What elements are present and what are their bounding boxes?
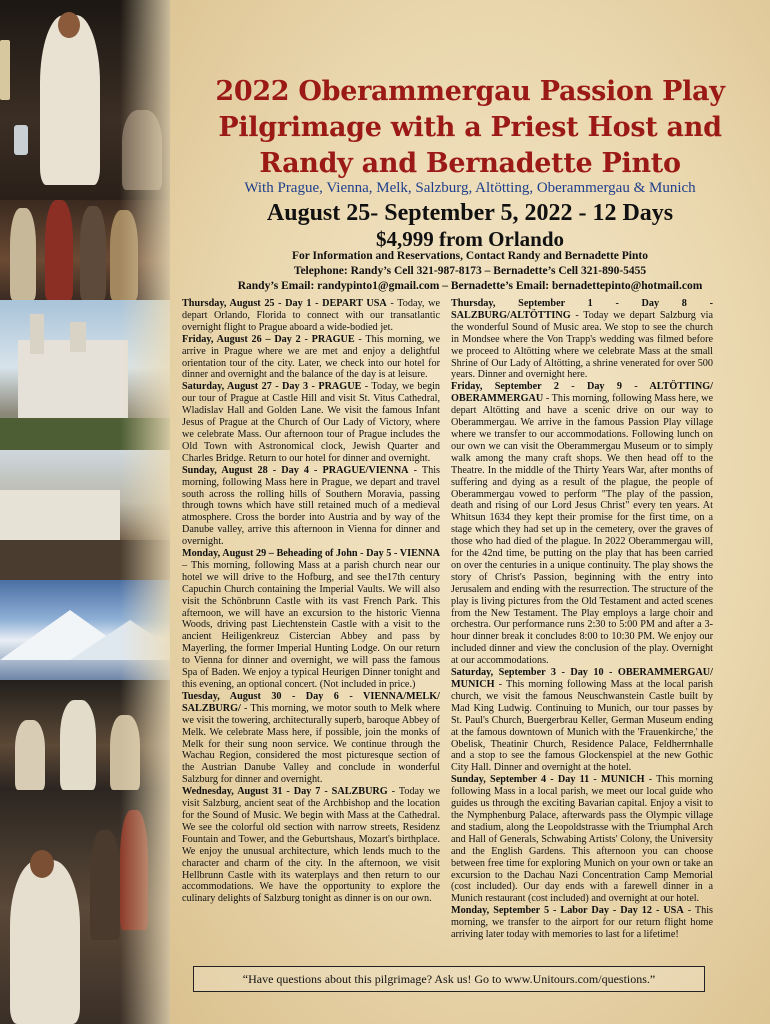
- itinerary-column-left: [182, 298, 440, 905]
- day-text: - This morning, we motor south to Melk where we visit the towering, architecturally superb, baroque Abbey of Melk. We celebrate Mass here, if possible, join the monks of Melk for their sung noon service. We continue through the Wachau Region, considered the most picturesque section of the Austrian Danube Valley and conclude in wonderful Salzburg for dinner and overnight.: [182, 702, 440, 786]
- photo-collage: [0, 0, 170, 1024]
- itinerary-cities: With Prague, Vienna, Melk, Salzburg, Altötting, Oberammergau & Munich: [244, 180, 696, 196]
- day-entry: [182, 786, 440, 905]
- flyer-title: [170, 74, 770, 182]
- day-entry: [182, 548, 440, 691]
- title-line-2: Pilgrimage with a Priest Host and: [218, 112, 722, 143]
- day-text: - This morning, we arrive in Prague where we are met and enjoy a delightful orientation tour of the city. Later, we check into our hotel for dinner and overnight and the balance of the day is at leisure.: [182, 333, 440, 381]
- contact-emails: Randy’s Email: randypinto1@gmail.com – Bernadette’s Email: bernadettepinto@hotmail.com: [237, 280, 703, 292]
- contact-phones: Telephone: Randy’s Cell 321-987-8173 – Bernadette’s Cell 321-890-5455: [293, 265, 647, 277]
- day-text: – This morning, following Mass at a parish church near our hotel we will drive to the Hofburg, and see the17th century Capuchin Church containing the Imperial Vaults. We will also visit the Schönbrunn Castle with its vast French Park. This afternoon, we will have an excursion to the historic Vienna Woods, driving past Liechtenstein Castle with a visit to the ancient Heiligenkreuz Cistercian Abbey and pass by Mayerling, the former Imperial Hunting Lodge. On our return to Vienna for dinner and overnight, we will pass the famous Spa of Baden. We enjoy a typical Heurigen Dinner tonight and this evening, an optional concert. (Not included in price.): [182, 559, 440, 690]
- day-entry: [451, 298, 713, 381]
- day-entry: [182, 298, 440, 334]
- contact-line-1: For Information and Reservations, Contact Randy and Bernadette Pinto: [292, 250, 648, 262]
- questions-footer: “Have questions about this pilgrimage? Ask us! Go to www.Unitours.com/questions.”: [193, 966, 705, 992]
- title-line-3: Randy and Bernadette Pinto: [259, 148, 681, 179]
- day-heading: Thursday, September 1 - Day 8 - SALZBURG/ALTÖTTING: [451, 298, 713, 321]
- day-text: - Today we depart Salzburg via the wonderful Sound of Music area. We stop to see the church in Mondsee where the Von Trapp's wedding was filmed before we proceed to Altötting where we celebrate Mass at the small Shrine of Our Lady of Altötting, a shrine venerated for over 500 years. Dinner and overnight here.: [451, 309, 713, 381]
- day-heading: Friday, August 26 – Day 2 - PRAGUE: [182, 333, 355, 345]
- day-text: - Today, we begin our tour of Prague at Castle Hill and visit St. Vitus Cathedral, Wladislav Hall and Golden Lane. We visit the famous Infant Jesus of Prague at the Church of Our Lady of Victory, where we celebrate Mass. Our afternoon tour of Prague includes the Old Town with Astronomical clock, Jewish Quarter and Charles Bridge. Return to our hotel for dinner and overnight.: [182, 381, 440, 464]
- day-text: - This morning following Mass at the local parish church, we visit the famous Neuschwanstein Castle built by Mad King Ludwig. Continuing to Munich, our tour passes by St. Paul's Church, Buergerbrau Keller, German Museum ending at the famous downtown of Munich with the 'Frauenkirche,' the Obelisk, Theatinir Church, Residence Palace, Feldherrnhalle and a stop to see the famous Glockenspiel at the new Gothic City Hall. Dinner and overnight at the hotel.: [451, 679, 713, 774]
- flyer-content: [170, 0, 770, 1024]
- day-entry: [451, 381, 713, 667]
- day-text: - This morning, following Mass here in Prague, we depart and travel south across the rolling hills of Southern Moravia, passing through towns which have still retained much of a medieval atmosphere. Cross the border into Austria and by way of the Danube valley, arrive this afternoon in Vienna for dinner and overnight.: [182, 464, 440, 548]
- day-text: - Today, we depart Orlando, Florida to connect with our transatlantic overnight flight to Prague aboard a wide-bodied jet.: [182, 298, 440, 333]
- day-heading: Monday, August 29 – Beheading of John - Day 5 - VIENNA: [182, 548, 440, 560]
- trip-price: $4,999 from Orlando: [375, 227, 565, 251]
- day-heading: Thursday, August 25 - Day 1 - DEPART USA: [182, 298, 387, 309]
- day-entry: [451, 905, 713, 941]
- day-heading: Wednesday, August 31 - Day 7 - SALZBURG: [182, 786, 388, 798]
- day-heading: Sunday, August 28 - Day 4 - PRAGUE/VIENNA: [182, 464, 409, 476]
- day-text: - This morning, following Mass here, we depart Altötting and have a scenic drive on our way to Oberammergau. We arrive in the famous Passion Play village where we transfer to our accommodations. Following lunch on our own we can visit the Oberammergau Museum or to simply walk among the many craft shops. We then head off to the Theatre. In the middle of the Thirty Years War, after months of suffering and dying as a result of the plague, the people of Oberammergau vowed to perform "The play of the passion, death and rising of our Lord Jesus Christ" every ten years. At Whitsun 1634 they kept their promise for the first time, on a stage which they had set up in the cemetery, over the graves of those who had died of the plague. In 2022 Oberammergau will, for the 42nd time, be putting on the play that has been carried on over the centuries in a unique continuity. The play shows the story of Christ's Passion, beginning with the entry into Jerusalem and ending with the resurrection. The structure of the play is living pictures from the Old Testament and acted scenes from the New Testament. The Play employs a large choir and orchestra. Our performance runs 2:30 to 5:00 PM and after a 3-hour dinner break it concludes 8:00 to 10:30 PM. We enjoy our included dinner and view the conclusion of the play. Overnight at our accommodations.: [451, 393, 713, 667]
- day-text: - This morning following Mass in a local parish, we meet our local guide who guides us through the exciting Bavarian capital. Enjoy a visit to the Nymphenburg Palace, afterwards pass the Olympic village and stadium, along the Leopoldstrasse with the Triumphal Arch and Hall of Generals, Schwabing Artists' Colony, the University and the English Gardens. This afternoon you can choose between free time for exploring Munich on your own or take an excursion to the Dachau Nazi Concentration Camp Memorial (cost included). Our day ends with a farewell dinner in a Munich restaurant (cost included) and overnight at our hotel.: [451, 774, 713, 905]
- day-heading: Saturday, August 27 - Day 3 - PRAGUE: [182, 381, 362, 393]
- title-line-1: 2022 Oberammergau Passion Play: [215, 76, 725, 107]
- day-heading: Tuesday, August 30 - Day 6 - VIENNA/MELK/ SALZBURG/: [182, 690, 440, 714]
- day-heading: Saturday, September 3 - Day 10 - OBERAMMERGAU/ MUNICH: [451, 667, 713, 690]
- day-entry: [182, 691, 440, 786]
- day-heading: Friday, September 2 - Day 9 - ALTÖTTING/ OBERAMMERGAU: [451, 381, 713, 405]
- day-entry: [451, 774, 713, 905]
- day-entry: [451, 667, 713, 774]
- day-text: - Today we visit Salzburg, ancient seat of the Archbishop and the location for the Sound of Music. We begin with Mass at the Cathedral. We see the colorful old section with narrow streets, Residenz Fountain and Tower, and the Geburtshaus, Mozart's birthplace. We enjoy the unusual architecture, which lends much to the character and charm of the city. In the afternoon, we visit Hellbrunn Castle with its waterplays and then return to our accommodations. We have the opportunity to explore the culinary delights of Salzburg tonight as dinner is on our own.: [182, 786, 440, 905]
- day-entry: [182, 334, 440, 382]
- itinerary-column-right: [451, 298, 713, 941]
- day-entry: [182, 381, 440, 464]
- day-text: - This morning, we transfer to the airport for our return flight home arriving later today with memories to last for a lifetime!: [451, 905, 713, 941]
- trip-dates: August 25- September 5, 2022 - 12 Days: [266, 200, 674, 226]
- day-entry: [182, 465, 440, 548]
- day-heading: Sunday, September 4 - Day 11 - MUNICH: [451, 774, 645, 786]
- day-heading: Monday, September 5 - Labor Day - Day 12 - USA: [451, 905, 684, 917]
- contact-info: [170, 249, 770, 294]
- photo-fade: [120, 0, 170, 1024]
